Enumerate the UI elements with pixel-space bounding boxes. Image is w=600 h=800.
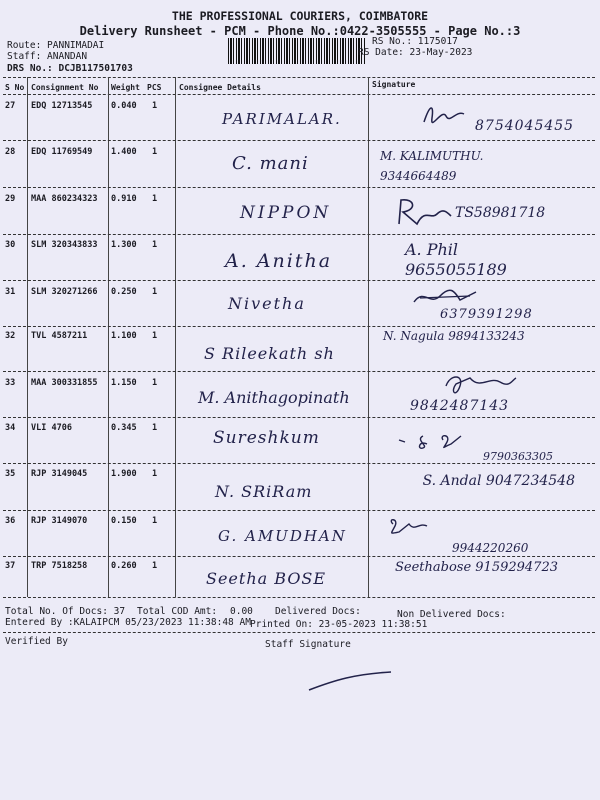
row-signature-text: A. Phil 9655055189 [405,240,507,279]
row-pcs: 1 [152,287,158,297]
signature-scribble [395,194,455,230]
row-sno: 27 [5,101,16,111]
row-signature-text: 9790363305 [483,450,553,463]
footer-rule [3,632,595,633]
row-sno: 30 [5,240,16,250]
total-docs: Total No. Of Docs: 37 [5,606,126,617]
row-sno: 34 [5,423,16,433]
row-weight: 1.300 [111,240,137,250]
row-weight: 1.400 [111,147,137,157]
row-pcs: 1 [152,378,158,388]
col-divider [175,77,176,597]
row-weight: 1.150 [111,378,137,388]
row-consignee: Nivetha [228,294,306,313]
row-weight: 0.150 [111,516,137,526]
table-bottom-rule [3,597,595,598]
row-signature-text: 9944220260 [452,541,529,555]
company-title: THE PROFESSIONAL COURIERS, COIMBATORE [171,9,429,23]
row-rule [3,187,595,188]
row-signature-text: N. Nagula 9894133243 [383,329,525,343]
row-pcs: 1 [152,423,158,433]
row-pcs: 1 [152,516,158,526]
drs-number: DRS No.: DCJB117501703 [7,63,133,74]
staff-signature-label: Staff Signature [265,639,351,650]
delivered-docs: Delivered Docs: [275,606,361,617]
row-weight: 0.040 [111,101,137,111]
row-signature-text: M. KALIMUTHU. 9344664489 [380,149,484,183]
row-sno: 36 [5,516,16,526]
row-consignee: M. Anithagopinath [198,388,350,407]
row-consignment: SLM 320343833 [31,240,98,250]
row-pcs: 1 [152,331,158,341]
row-consignee: Seetha BOSE [206,569,327,588]
signature-scribble [420,100,470,128]
row-rule [3,140,595,141]
row-sno: 32 [5,331,16,341]
row-rule [3,234,595,235]
printed-on: Printed On: 23-05-2023 11:38:51 [250,619,428,630]
signature-scribble [395,430,475,452]
rs-number: RS No.: 1175017 [372,36,458,47]
row-signature-text: Seethabose 9159294723 [395,560,558,575]
non-delivered-docs: Non Delivered Docs: [397,609,506,620]
row-signature-text: TS58981718 [455,205,546,221]
route-label: Route: PANNIMADAI [7,40,105,51]
col-divider [368,77,369,597]
entered-by: Entered By :KALAIPCM 05/23/2023 11:38:48 AM [5,617,251,628]
row-weight: 1.900 [111,469,137,479]
row-sno: 33 [5,378,16,388]
row-consignee: N. SRiRam [215,482,313,501]
row-rule [3,280,595,281]
row-consignee: C. mani [232,153,309,174]
row-sno: 29 [5,194,16,204]
col-weight: Weight [111,83,140,92]
col-consignee: Consignee Details [179,83,261,92]
table-header-rule [3,94,595,95]
row-consignment: EDQ 11769549 [31,147,93,157]
row-rule [3,556,595,557]
staff-label: Staff: ANANDAN [7,51,88,62]
row-rule [3,510,595,511]
rs-date: RS Date: 23-May-2023 [358,47,473,58]
row-signature-text: 8754045455 [475,118,575,134]
col-sno: S No [5,83,25,92]
table-top-rule [3,77,595,78]
signature-scribble [385,516,435,538]
row-consignment: MAA 860234323 [31,194,98,204]
row-consignment: TVL 4587211 [31,331,88,341]
row-rule [3,417,595,418]
signature-scribble [440,372,520,394]
staff-signature-scribble [305,668,395,694]
row-consignment: SLM 320271266 [31,287,98,297]
row-weight: 1.100 [111,331,137,341]
row-weight: 0.250 [111,287,137,297]
row-consignee: S Rileekath sh [204,344,335,363]
row-weight: 0.910 [111,194,137,204]
row-weight: 0.260 [111,561,137,571]
row-weight: 0.345 [111,423,137,433]
row-consignee: A. Anitha [225,250,333,272]
row-pcs: 1 [152,240,158,250]
cod-label: Total COD Amt: [137,606,218,617]
row-consignee: PARIMALAR. [222,110,342,128]
col-consignment: Consignment No [31,83,99,92]
row-pcs: 1 [152,194,158,204]
col-pcs: PCS [147,83,162,92]
col-divider [27,77,28,597]
barcode [228,38,366,64]
cod-value: 0.00 [230,606,253,617]
verified-by: Verified By [5,636,68,647]
row-sno: 31 [5,287,16,297]
col-signature: Signature [372,80,416,89]
row-consignment: RJP 3149045 [31,469,88,479]
row-consignee: NIPPON [240,203,332,223]
row-consignment: RJP 3149070 [31,516,88,526]
col-divider [108,77,109,597]
row-pcs: 1 [152,469,158,479]
row-sno: 35 [5,469,16,479]
row-consignee: Sureshkum [213,428,320,448]
row-pcs: 1 [152,101,158,111]
row-rule [3,463,595,464]
row-consignment: VLI 4706 [31,423,72,433]
row-consignment: MAA 300331855 [31,378,98,388]
row-signature-text: 9842487143 [410,398,510,414]
row-consignment: TRP 7518258 [31,561,88,571]
row-consignment: EDQ 12713545 [31,101,93,111]
row-signature-text: S. Andal 9047234548 [422,473,575,489]
row-consignee: G. AMUDHAN [218,527,347,545]
row-sno: 28 [5,147,16,157]
runsheet-subtitle: Delivery Runsheet - PCM - Phone No.:0422-3505555 - Page No.:3 [79,24,521,38]
row-signature-text: 6379391298 [440,307,533,322]
row-pcs: 1 [152,147,158,157]
row-pcs: 1 [152,561,158,571]
row-sno: 37 [5,561,16,571]
